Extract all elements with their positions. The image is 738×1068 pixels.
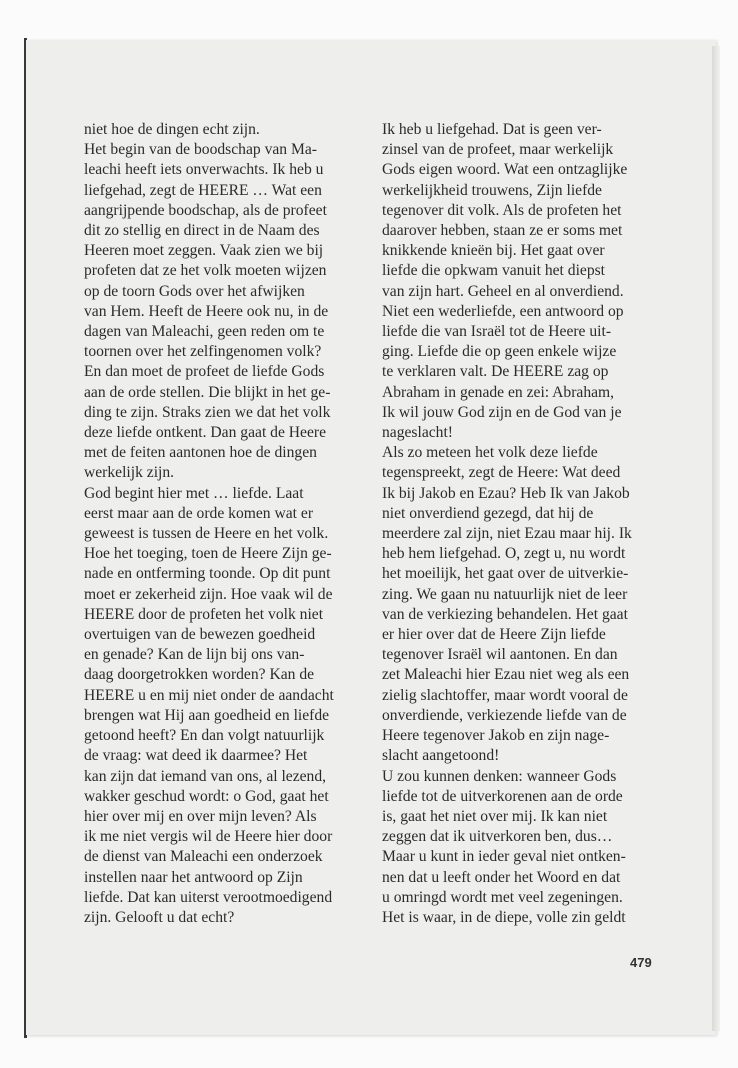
- text-line: is, gaat het niet over mij. Ik kan niet: [382, 807, 608, 825]
- text-line: nade en ontferming toonde. Op dit punt: [84, 565, 331, 583]
- text-line: Gods eigen woord. Wat een ontzaglijke: [382, 161, 628, 179]
- text-line: Ik bij Jakob en Ezau? Heb Ik van Jakob: [382, 484, 630, 502]
- text-line: Heeren moet zeggen. Vaak zien we bij: [84, 242, 324, 260]
- text-line: En dan moet de profeet de liefde Gods: [84, 363, 325, 381]
- text-line: nen dat u leeft onder het Woord en dat: [382, 868, 621, 886]
- text-line: Heere tegenover Jakob en zijn nage-: [382, 727, 610, 745]
- text-line: u omringd wordt met veel zegeningen.: [382, 888, 623, 906]
- left-text-column: [84, 120, 346, 928]
- text-line: liefgehad, zegt de HEERE … Wat een: [84, 181, 322, 199]
- text-line: Maar u kunt in ieder geval niet ontken-: [382, 848, 626, 866]
- text-line: deze liefde ontkent. Dan gaat de Heere: [84, 424, 327, 442]
- text-line: God begint hier met … liefde. Laat: [84, 484, 304, 502]
- text-line: van Hem. Heeft de Heere ook nu, in de: [84, 302, 329, 320]
- text-line: Niet een wederliefde, een antwoord op: [382, 302, 624, 320]
- text-line: tegenover Israël wil aantonen. En dan: [382, 646, 618, 664]
- text-line: zing. We gaan nu natuurlijk niet de leer: [382, 585, 628, 603]
- text-line: Het is waar, in de diepe, volle zin geldt: [382, 908, 626, 926]
- text-line: liefde die opkwam vanuit het diepst: [382, 262, 606, 280]
- text-line: het moeilijk, het gaat over de uitverkie-: [382, 565, 629, 583]
- text-line: daag doorgetrokken worden? Kan de: [84, 666, 315, 684]
- text-line: toornen over het zelfingenomen volk?: [84, 343, 322, 361]
- text-line: ging. Liefde die op geen enkele wijze: [382, 343, 617, 361]
- text-line: slacht aangetoond!: [382, 747, 500, 765]
- text-line: kan zijn dat iemand van ons, al lezend,: [84, 767, 327, 785]
- text-line: overtuigen van de bewezen goedheid: [84, 626, 316, 644]
- text-line: U zou kunnen denken: wanneer Gods: [382, 767, 617, 785]
- text-line: Abraham in genade en zei: Abraham,: [382, 383, 615, 401]
- text-line: werkelijkheid trouwens, Zijn liefde: [382, 181, 602, 199]
- text-line: HEERE u en mij niet onder de aandacht: [84, 686, 334, 704]
- text-line: niet hoe de dingen echt zijn.: [84, 121, 260, 138]
- text-line: liefde tot de uitverkorenen aan de orde: [382, 787, 623, 805]
- text-line: tegenspreekt, zegt de Heere: Wat deed: [382, 464, 621, 482]
- text-line: met de feiten aantonen hoe de dingen: [84, 444, 317, 462]
- text-line: knikkende knieën bij. Het gaat over: [382, 242, 605, 260]
- text-line: moet er zekerheid zijn. Hoe vaak wil de: [84, 585, 333, 603]
- text-line: HEERE door de profeten het volk niet: [84, 605, 324, 623]
- text-line: hier over mij en over mijn leven? Als: [84, 807, 317, 825]
- text-line: eerst maar aan de orde komen wat er: [84, 504, 314, 522]
- text-line: de dienst van Maleachi een onderzoek: [84, 848, 323, 866]
- text-line: er hier over dat de Heere Zijn liefde: [382, 626, 606, 644]
- text-line: liefde die van Israël tot de Heere uit-: [382, 323, 612, 341]
- text-line: wakker geschud wordt: o God, gaat het: [84, 787, 329, 805]
- text-line: zielig slachtoffer, maar wordt vooral de: [382, 686, 628, 704]
- text-line: de vraag: wat deed ik daarmee? Het: [84, 747, 308, 765]
- page-number: 479: [630, 955, 652, 970]
- text-line: van zijn hart. Geheel en al onverdiend.: [382, 282, 624, 300]
- text-line: zijn. Gelooft u dat echt?: [84, 908, 235, 926]
- text-line: ik me niet vergis wil de Heere hier door: [84, 828, 333, 846]
- text-line: liefde. Dat kan uiterst verootmoedigend: [84, 888, 333, 906]
- text-line: zet Maleachi hier Ezau niet weg als een: [382, 666, 630, 684]
- text-line: Ik heb u liefgehad. Dat is geen ver-: [382, 121, 602, 138]
- text-line: van de verkiezing behandelen. Het gaat: [382, 605, 628, 623]
- page-right-edge: [712, 46, 720, 1031]
- text-line: nageslacht!: [382, 424, 454, 442]
- text-line: niet onverdiend gezegd, dat hij de: [382, 504, 594, 522]
- text-line: tegenover dit volk. Als de profeten het: [382, 201, 622, 219]
- text-line: zeggen dat ik uitverkoren ben, dus…: [382, 828, 613, 846]
- text-line: instellen naar het antwoord op Zijn: [84, 868, 303, 886]
- text-line: getoond heeft? En dan volgt natuurlijk: [84, 727, 325, 745]
- text-line: te verklaren valt. De HEERE zag op: [382, 363, 609, 381]
- text-line: brengen wat Hij aan goedheid en liefde: [84, 706, 330, 724]
- text-line: daarover hebben, staan ze er soms met: [382, 222, 623, 240]
- text-line: dit zo stellig en direct in de Naam des: [84, 222, 320, 240]
- text-line: op de toorn Gods over het afwijken: [84, 282, 305, 300]
- text-line: dagen van Maleachi, geen reden om te: [84, 323, 325, 341]
- text-line: heb hem liefgehad. O, zegt u, nu wordt: [382, 545, 626, 563]
- right-text-column: [382, 120, 644, 928]
- text-line: werkelijk zijn.: [84, 464, 175, 482]
- text-line: aangrijpende boodschap, als de profeet: [84, 201, 327, 219]
- text-line: zinsel van de profeet, maar werkelijk: [382, 141, 614, 159]
- text-line: leachi heeft iets onverwachts. Ik heb u: [84, 161, 324, 179]
- text-line: Als zo meteen het volk deze liefde: [382, 444, 598, 462]
- text-line: geweest is tussen de Heere en het volk.: [84, 525, 329, 543]
- text-line: Hoe het toeging, toen de Heere Zijn ge-: [84, 545, 332, 563]
- text-line: Ik wil jouw God zijn en de God van je: [382, 403, 622, 421]
- text-line: aan de orde stellen. Die blijkt in het ge-: [84, 383, 331, 401]
- text-line: Het begin van de boodschap van Ma-: [84, 141, 317, 159]
- text-line: onverdiende, verkiezende liefde van de: [382, 706, 627, 724]
- text-line: profeten dat ze het volk moeten wijzen: [84, 262, 327, 280]
- text-line: en genade? Kan de lijn bij ons van-: [84, 646, 305, 664]
- text-line: meerdere zal zijn, niet Ezau maar hij. Ik: [382, 525, 632, 543]
- text-line: ding te zijn. Straks zien we dat het volk: [84, 403, 331, 421]
